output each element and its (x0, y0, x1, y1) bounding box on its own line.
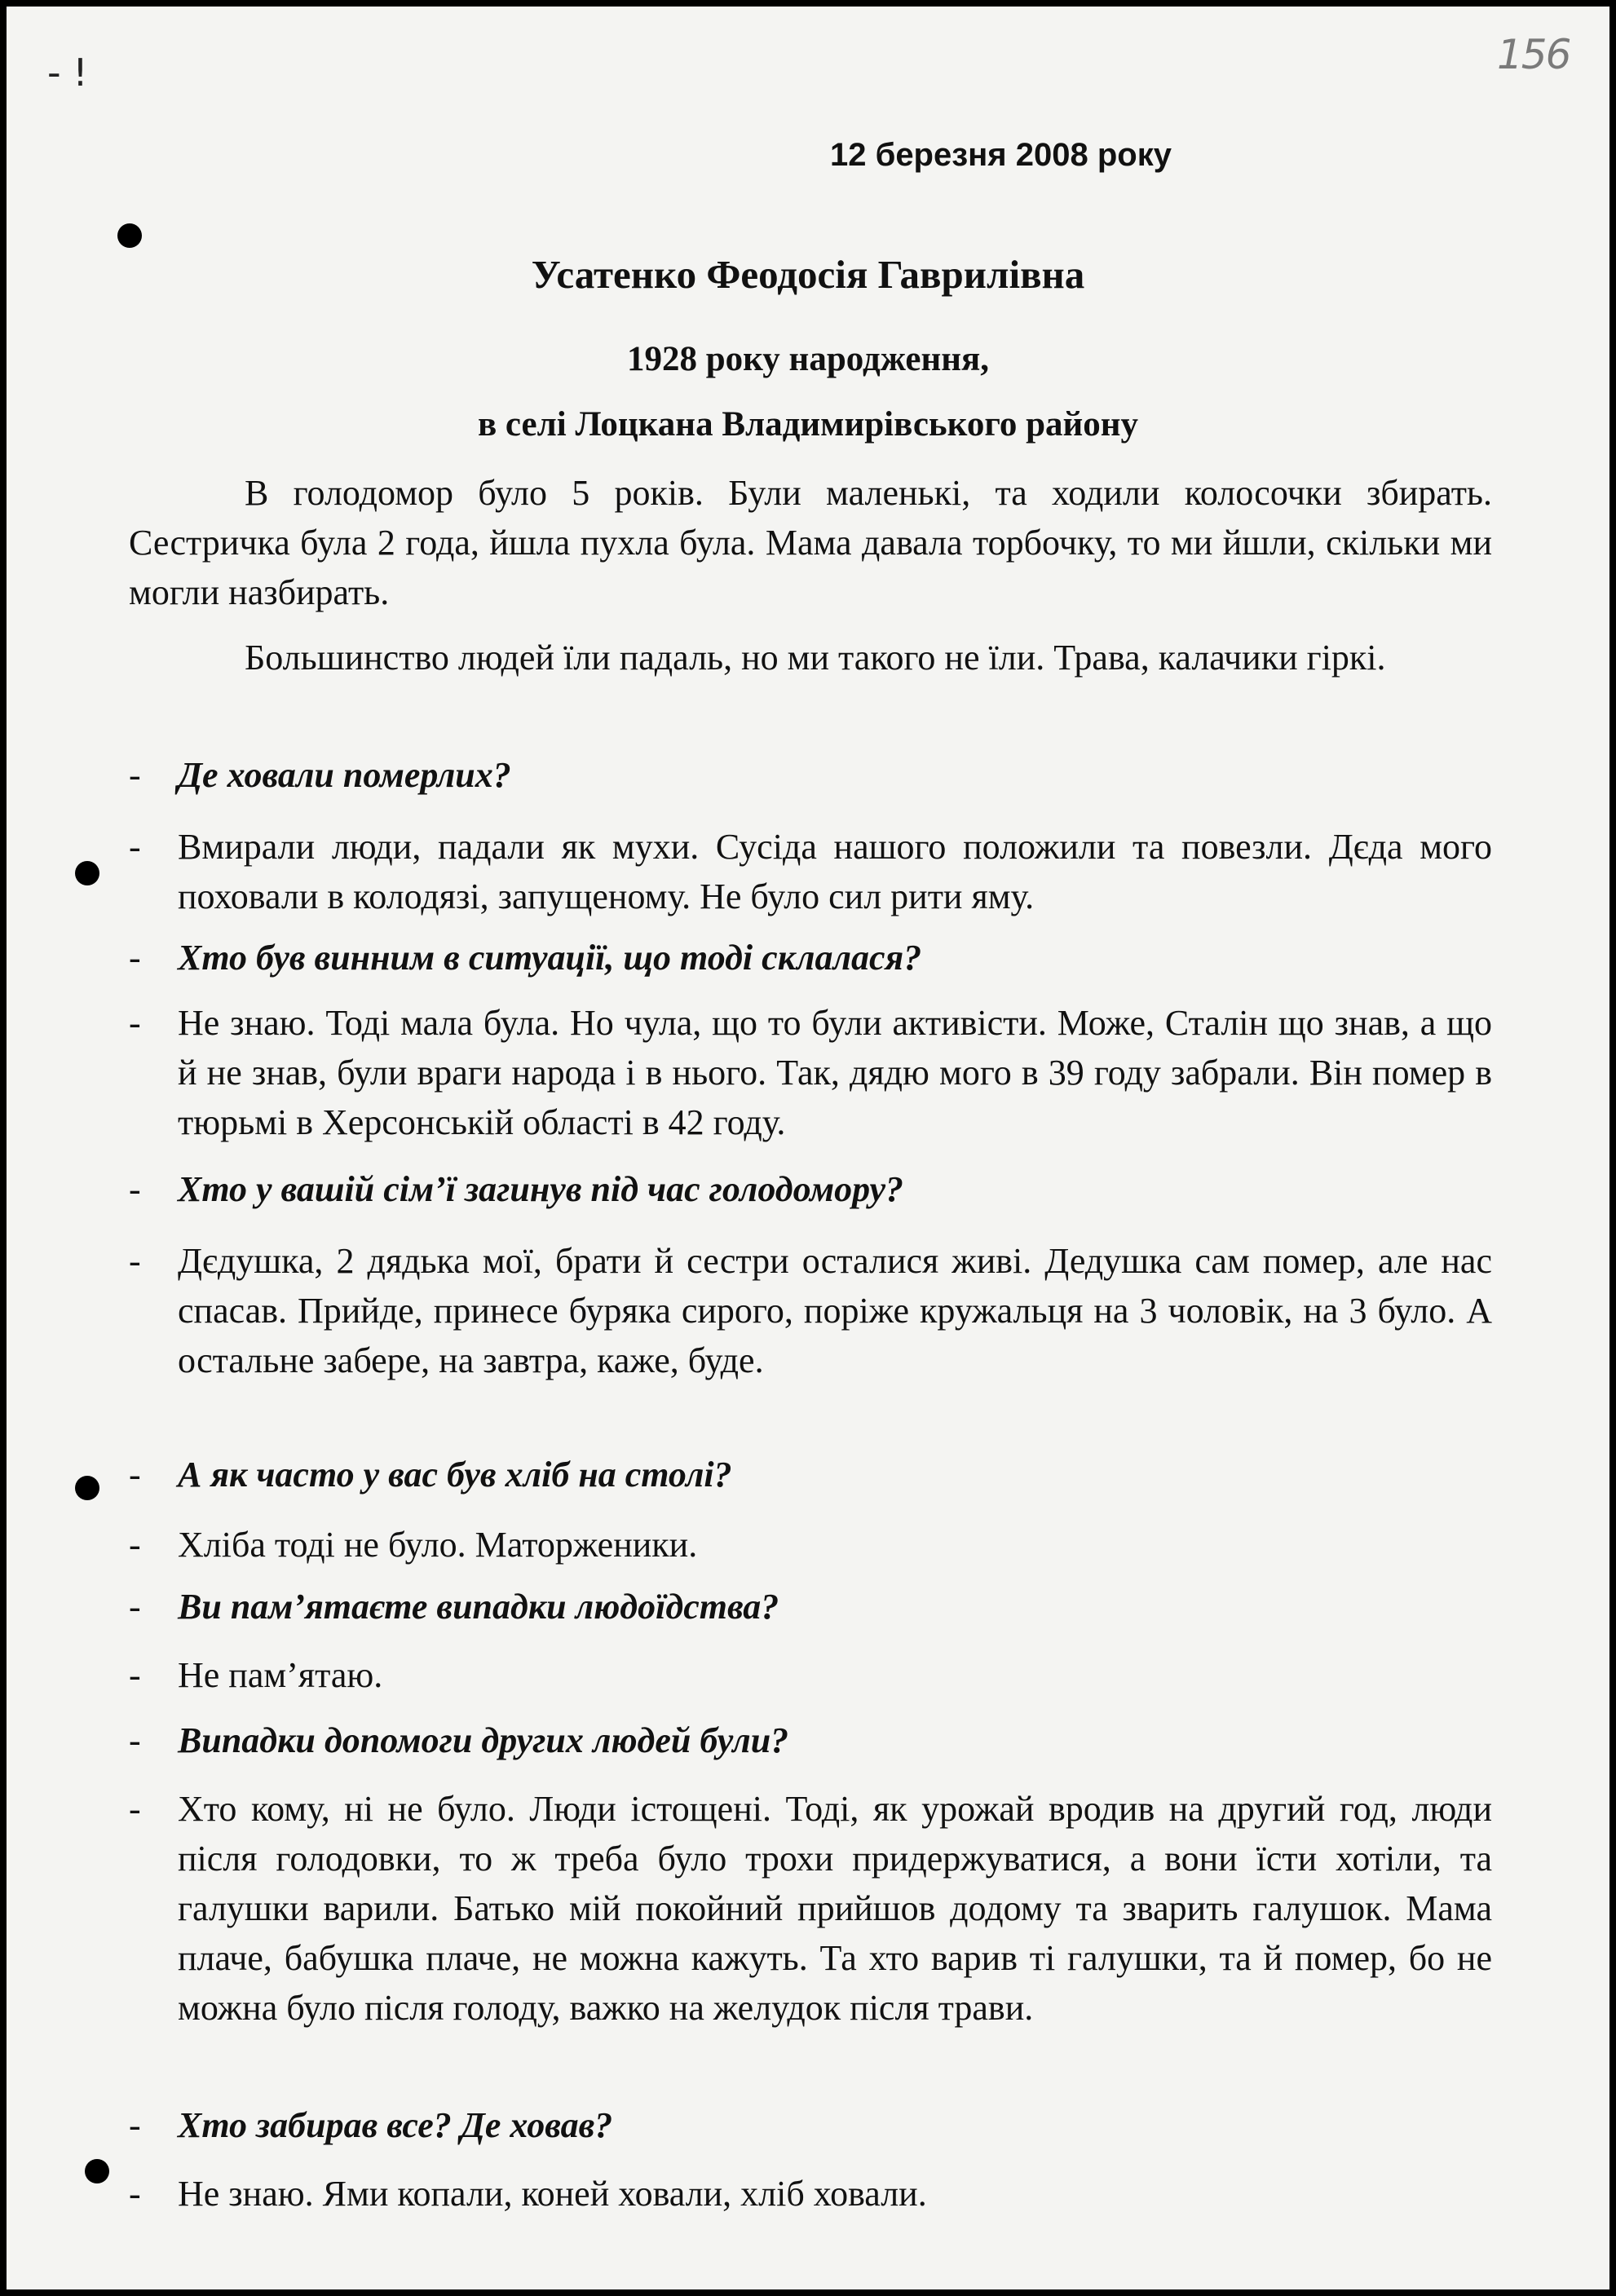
answer-item (129, 998, 1492, 1147)
question-text: Випадки допомоги других людей були? (178, 1720, 789, 1760)
answer-item (129, 822, 1492, 921)
question-text: Хто забирав все? Де ховав? (178, 2105, 613, 2145)
list-dash: - (129, 2174, 141, 2214)
answer-item (129, 1520, 1492, 1570)
list-dash: - (129, 1789, 141, 1829)
question-item (129, 750, 1492, 800)
question-text: Хто був винним в ситуації, що тоді склалася? (178, 938, 922, 978)
birth-year: 1928 року народження, (626, 340, 990, 378)
answer-text: Не знаю. Тоді мала була. Но чула, що то були активісти. Може, Сталін що знав, а що й не знав, були враги народа і в нього. Так, дядю мого в 39 году забрали. Він помер в тюрьмі в Херсонській області в 42 году. (178, 1003, 1492, 1142)
list-dash: - (129, 755, 141, 795)
list-dash: - (129, 1169, 141, 1209)
question-text: А як часто у вас був хліб на столі? (178, 1455, 732, 1495)
person-name: Усатенко Феодосія Гаврилівна (531, 252, 1085, 297)
page-number: 156 (1497, 31, 1570, 78)
punch-hole (75, 861, 99, 885)
answer-text: Хліба тоді не було. Маторженики. (178, 1525, 698, 1565)
question-item (129, 1164, 1492, 1214)
answer-item (129, 1236, 1492, 1385)
corner-mark: - ! (47, 51, 88, 95)
punch-hole (85, 2159, 109, 2183)
question-item (129, 1450, 1492, 1499)
answer-text: Хто кому, ні не було. Люди істощені. Тоді, як урожай вродив на другий год, люди після голодовки, то ж треба було трохи придержуватися, а вони їсти хотіли, та галушки варили. Батько мій покойний прийшов додому та зварить галушок. Мама плаче, бабушка плаче, не можна кажуть. Та хто варив ті галушки, та й помер, бо не можна було після голоду, важко на желудок після трави. (178, 1789, 1492, 2028)
question-text: Де ховали померлих? (178, 755, 511, 795)
birth-place: в селі Лоцкана Владимирівського району (477, 405, 1139, 444)
document-page (7, 7, 1609, 2289)
document-date: 12 березня 2008 року (830, 137, 1172, 173)
answer-item (129, 1784, 1492, 2033)
list-dash: - (129, 1655, 141, 1695)
answer-text: Не знаю. Ями копали, коней ховали, хліб ховали. (178, 2174, 927, 2214)
answer-item (129, 2169, 1492, 2219)
punch-hole (117, 223, 142, 248)
question-text: Хто у вашій сім’ї загинув під час голодомору? (178, 1169, 904, 1209)
list-dash: - (129, 1455, 141, 1495)
answer-text: Дєдушка, 2 дядька мої, брати й сестри осталися живі. Дедушка сам помер, але нас спасав. Прийде, принесе буряка сирого, поріже кружальця на 3 чоловік, на 3 було. А остальне забере, на завтра, каже, буде. (178, 1241, 1492, 1380)
question-item (129, 2100, 1492, 2150)
list-dash: - (129, 1525, 141, 1565)
list-dash: - (129, 2105, 141, 2145)
punch-hole (75, 1476, 99, 1500)
list-dash: - (129, 827, 141, 867)
question-item (129, 933, 1492, 982)
list-dash: - (129, 1241, 141, 1281)
question-text: Ви пам’ятаєте випадки людоїдства? (178, 1587, 779, 1627)
answer-text: Вмирали люди, падали як мухи. Сусіда нашого положили та повезли. Дєда мого поховали в колодязі, запущеному. Не було сил рити яму. (178, 827, 1492, 916)
list-dash: - (129, 1003, 141, 1043)
answer-item (129, 1650, 1492, 1700)
question-item (129, 1715, 1492, 1765)
paragraph: Большинство людей їли падаль, но ми такого не їли. Трава, калачики гіркі. (245, 638, 1386, 678)
question-item (129, 1582, 1492, 1631)
list-dash: - (129, 1587, 141, 1627)
paragraph: В голодомор було 5 років. Були маленькі, та ходили колосочки збирать. Сестричка була 2 года, йшла пухла була. Мама давала торбочку, то ми йшли, скільки ми могли назбирать. (129, 473, 1492, 612)
list-dash: - (129, 938, 141, 978)
answer-text: Не пам’ятаю. (178, 1655, 383, 1695)
list-dash: - (129, 1720, 141, 1760)
